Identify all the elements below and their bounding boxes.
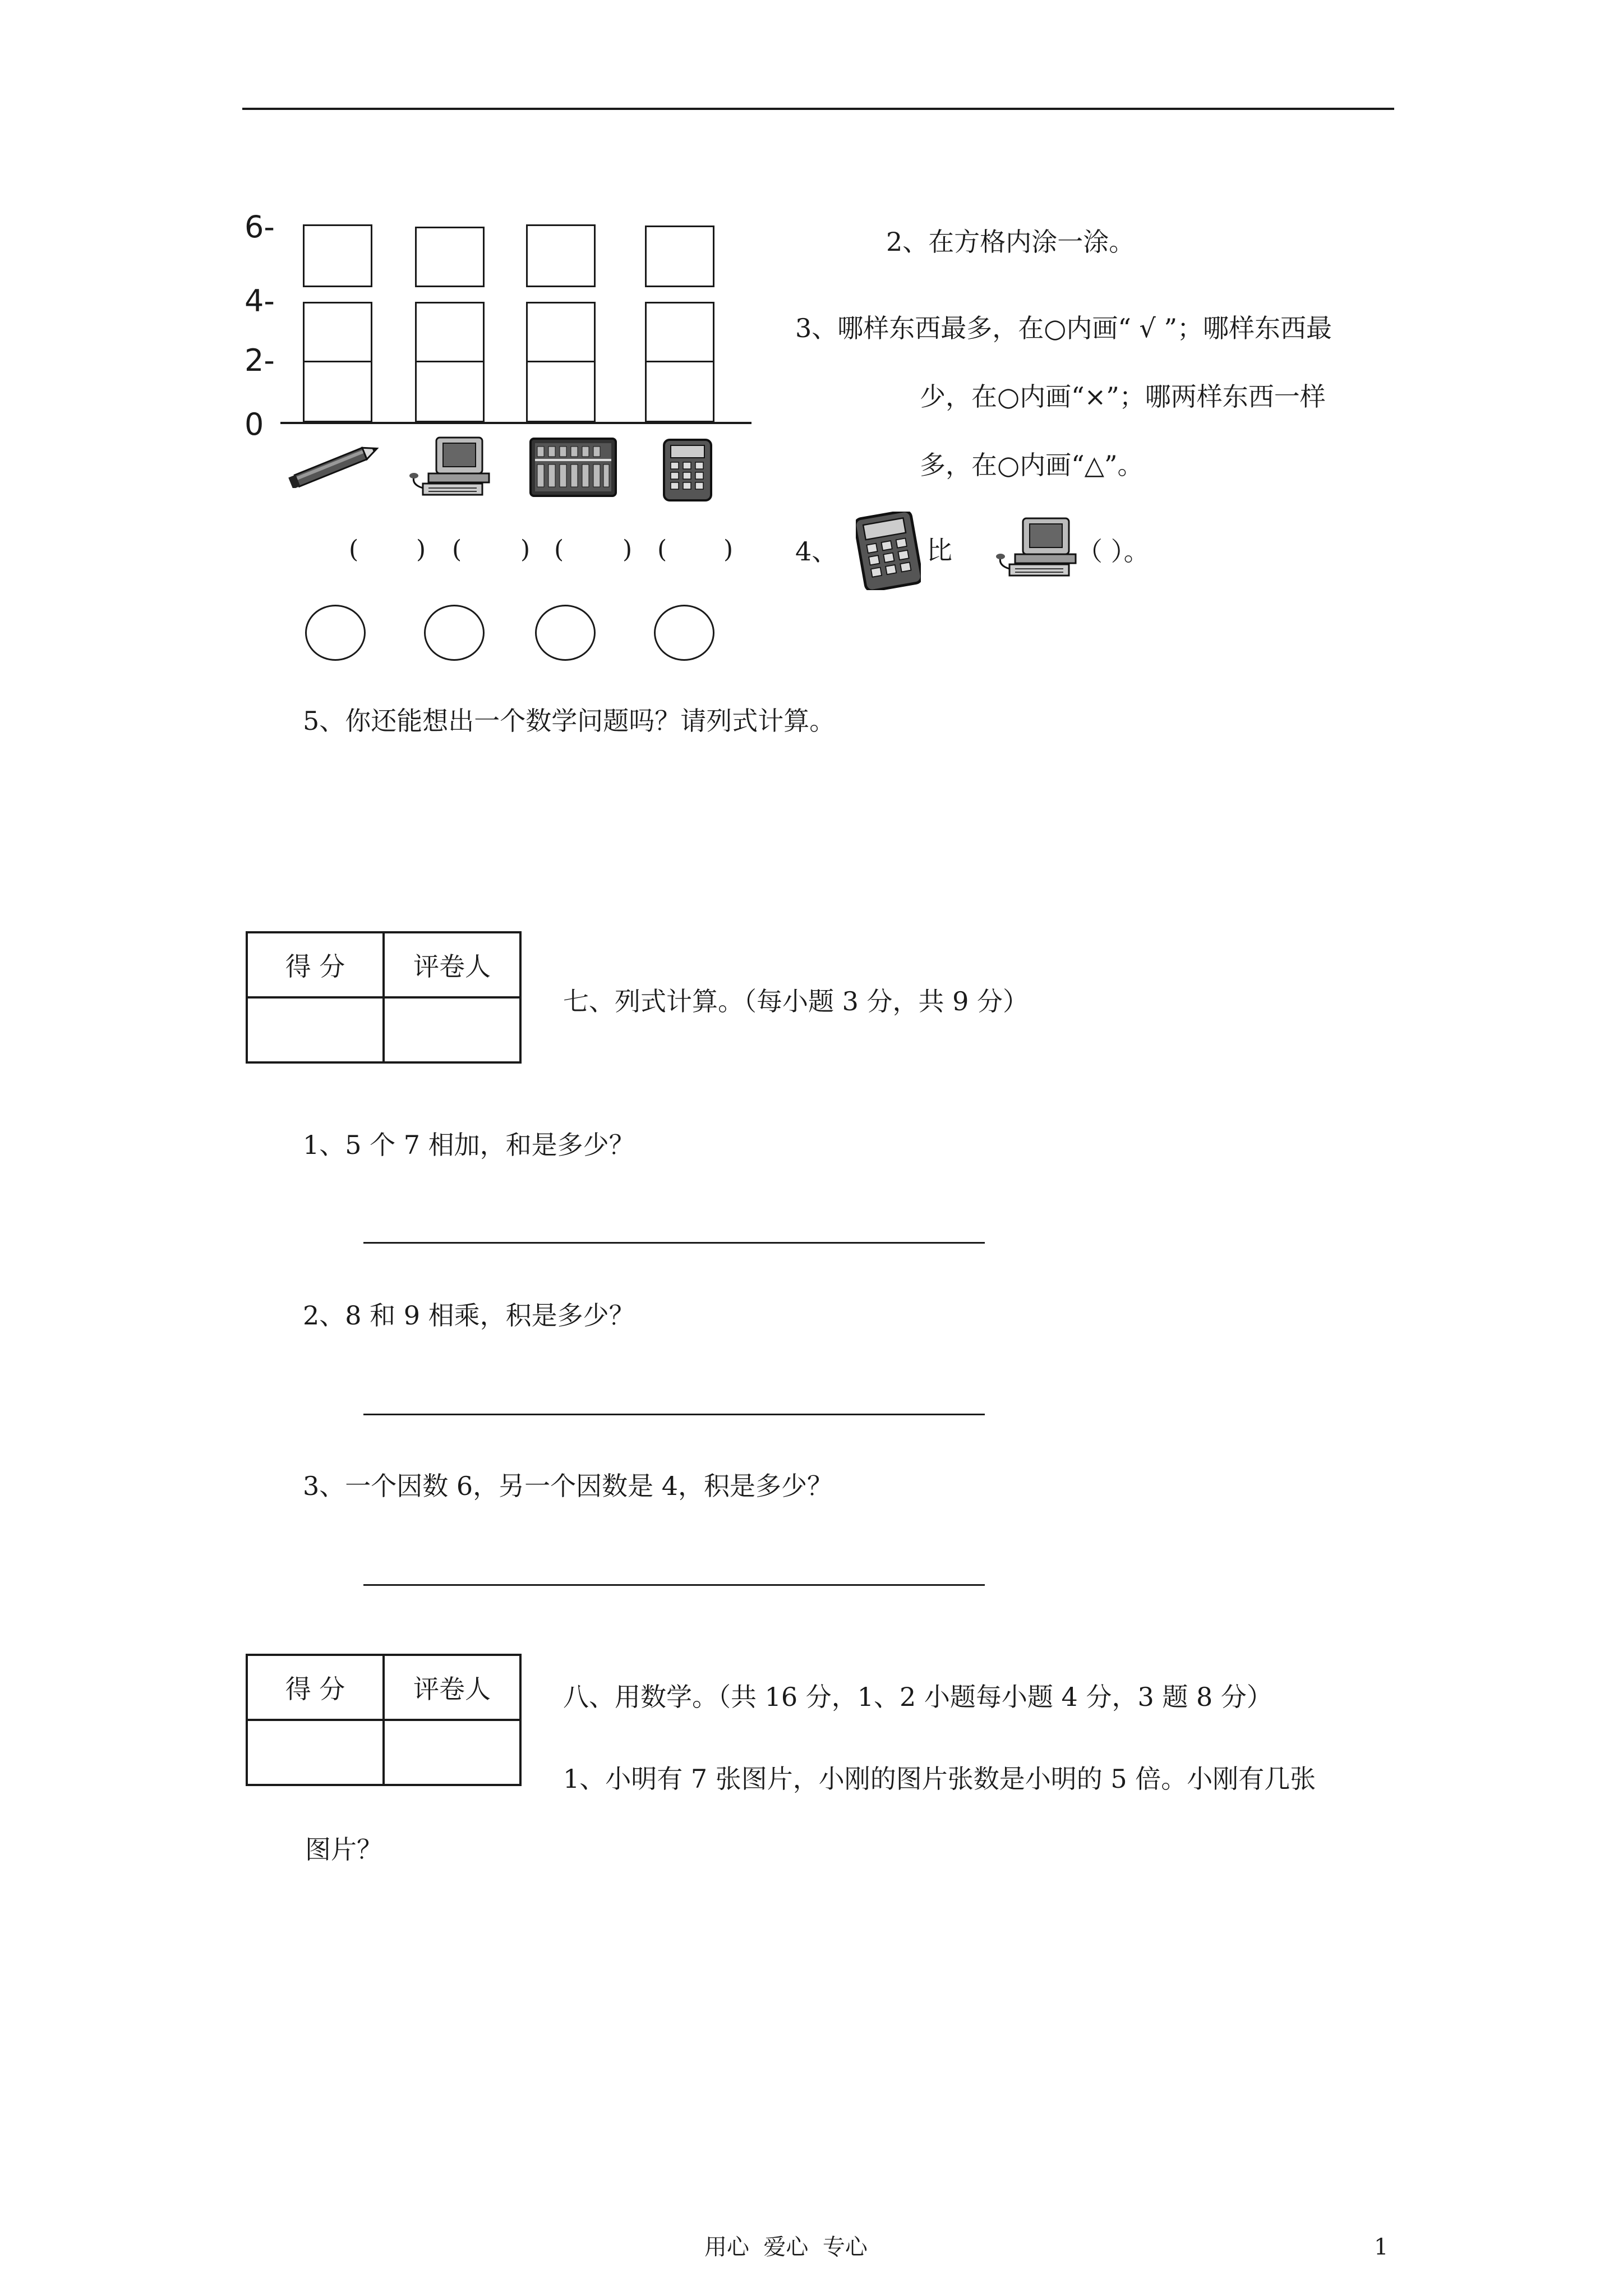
answer-paren-close: ) (416, 535, 426, 564)
question-2: 2、在方格内涂一涂。 (886, 227, 1135, 257)
header-rule (242, 108, 1394, 110)
page-number: 1 (1374, 2234, 1389, 2260)
grader-header: 评卷人 (384, 932, 520, 997)
answer-paren-close: ) (520, 535, 531, 564)
chart-baseline (280, 422, 751, 424)
calculator-icon (856, 512, 921, 590)
question-3-line3: 多，在○内画“△”。 (920, 450, 1144, 480)
grid-cell[interactable] (415, 361, 485, 422)
grid-cell[interactable] (645, 361, 714, 422)
answer-paren-close: ) (623, 535, 633, 564)
grid-cell[interactable] (645, 302, 714, 362)
y-tick-0: 0 (245, 407, 264, 442)
abacus-icon (528, 436, 618, 498)
question-3-line2: 少，在○内画“×”；哪两样东西一样 (920, 381, 1326, 412)
grader-cell[interactable] (384, 1720, 520, 1785)
grid-cell[interactable] (303, 224, 372, 287)
answer-circle[interactable] (305, 605, 366, 661)
answer-circle[interactable] (654, 605, 714, 661)
grid-cell[interactable] (526, 361, 596, 422)
grid-cell[interactable] (303, 361, 372, 422)
y-tick-2: 2- (245, 343, 275, 378)
section-8-title: 八、用数学。（共 16 分，1、2 小题每小题 4 分，3 题 8 分） (563, 1682, 1272, 1712)
pencil-icon (284, 443, 382, 488)
answer-circle[interactable] (424, 605, 485, 661)
grid-cell[interactable] (645, 226, 714, 287)
answer-paren-close: ) (723, 535, 734, 564)
score-header: 得 分 (247, 932, 384, 997)
question-4-prefix: 4、 (795, 536, 838, 567)
question-5: 5、你还能想出一个数学问题吗？请列式计算。 (303, 706, 836, 736)
grader-cell[interactable] (384, 997, 520, 1062)
answer-line[interactable] (363, 1242, 985, 1244)
section-7-title: 七、列式计算。（每小题 3 分，共 9 分） (563, 986, 1029, 1016)
grid-cell[interactable] (415, 227, 485, 287)
computer-icon (993, 515, 1082, 581)
calculator-icon (661, 438, 714, 503)
answer-paren-open: ( (657, 535, 667, 564)
answer-line[interactable] (363, 1414, 985, 1415)
answer-paren-open: ( (349, 535, 359, 564)
grid-cell[interactable] (303, 302, 372, 362)
question-3-line1: 3、哪样东西最多，在○内画“ √ ”；哪样东西最 (795, 313, 1332, 343)
computer-icon (406, 434, 496, 500)
section-7-question-1: 1、5 个 7 相加，和是多少？ (303, 1130, 635, 1160)
score-table (246, 1654, 522, 1786)
answer-line[interactable] (363, 1584, 985, 1586)
score-table (246, 931, 522, 1064)
y-tick-4: 4- (245, 283, 275, 319)
section-7-question-3: 3、一个因数 6，另一个因数是 4，积是多少？ (303, 1471, 833, 1501)
section-7-question-2: 2、8 和 9 相乘，积是多少？ (303, 1300, 635, 1331)
section-8-question-1-line1: 1、小明有 7 张图片，小刚的图片张数是小明的 5 倍。小刚有几张 (563, 1764, 1316, 1794)
grader-header: 评卷人 (384, 1655, 520, 1720)
grid-cell[interactable] (526, 302, 596, 362)
answer-paren-open: ( (554, 535, 564, 564)
grid-cell[interactable] (526, 224, 596, 287)
score-header: 得 分 (247, 1655, 384, 1720)
question-4-compare: 比 (926, 535, 952, 565)
footer-motto: 用心 爱心 专心 (704, 2234, 868, 2260)
section-8-question-1-line2: 图片？ (305, 1834, 382, 1865)
score-cell[interactable] (247, 997, 384, 1062)
answer-paren-open: ( (452, 535, 462, 564)
score-cell[interactable] (247, 1720, 384, 1785)
y-tick-6: 6- (245, 209, 275, 245)
grid-cell[interactable] (415, 302, 485, 362)
answer-circle[interactable] (535, 605, 596, 661)
question-4-suffix: （ ）。 (1077, 536, 1150, 567)
